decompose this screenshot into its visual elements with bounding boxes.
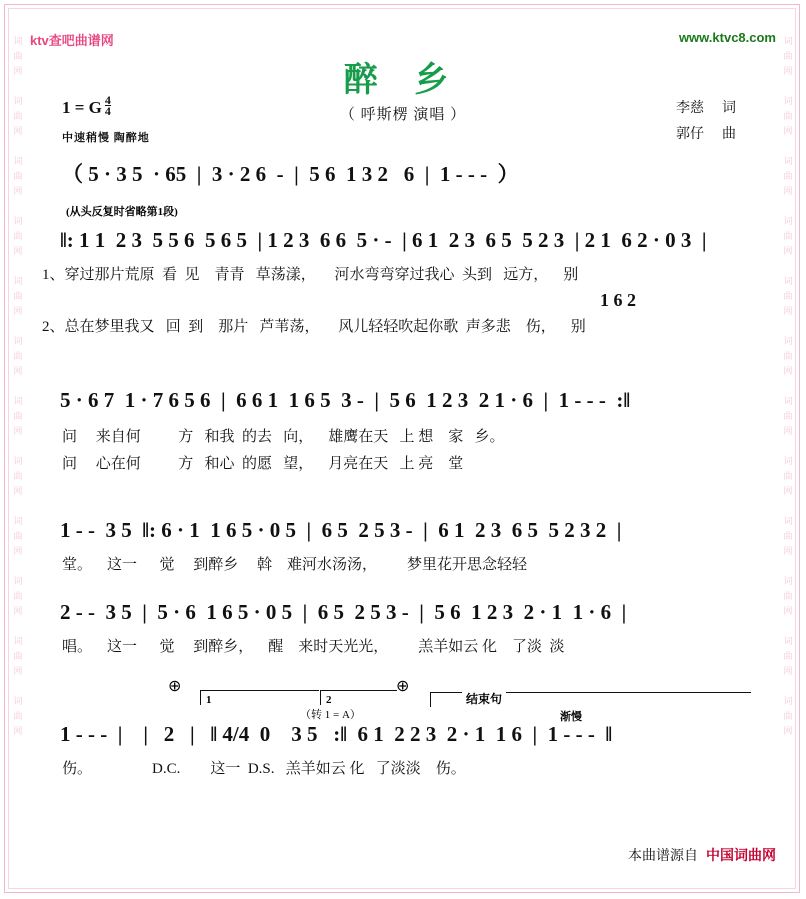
- song-title: 醉 乡: [343, 62, 463, 99]
- system-4-notes: 2 - - 3 5 | 5 · 6 1 6 5 · 0 5 | 6 5 2 5 3 - | 5 6 1 2 3 2 · 1 1 · 6 |: [60, 600, 627, 624]
- watermark-right: 词 曲 网 词 曲 网 词 曲 网 词 曲 网 词 曲 网 词 曲 网 词 曲 网 词 曲 网 词 曲 网 词 曲 网 词 曲 网 词 曲 网: [783, 36, 793, 736]
- system-1-lyric-verse2: 2、总在梦里我又 回 到 那片 芦苇荡， 风儿轻轻吹起你歌 声多悲 伤， 别: [42, 319, 586, 335]
- repeat-annotation-row: [0, 203, 806, 219]
- system-3-lyric: 堂。 这一 觉 到醉乡 斡 难河水汤汤， 梦里花开思念轻轻: [62, 557, 528, 573]
- system-2-lyric-verse2: 问 心在何 方 和心 的愿 望， 月亮在天 上 亮 堂: [62, 456, 464, 472]
- ending-1-number: 1: [206, 694, 212, 706]
- coda-sign-2: ⊕: [396, 678, 410, 695]
- source-footer-text: 本曲谱源自: [628, 849, 698, 864]
- composer-line: [676, 122, 736, 148]
- lyricist-line: [676, 96, 736, 122]
- meter-denominator: 4: [104, 104, 111, 118]
- source-footer-site: 中国词曲网: [706, 849, 776, 864]
- system-2: [0, 388, 806, 473]
- system-1: [0, 228, 806, 336]
- ending-1-bracket: [200, 690, 319, 705]
- system-5: [0, 672, 806, 778]
- lyricist-role: 词: [722, 101, 736, 116]
- system-2-notes: 5 · 6 7 1 · 7 6 5 6 | 6 6 1 1 6 5 3 - | 5 6 1 2 3 2 1 · 6 | 1 - - - :‖: [60, 388, 631, 412]
- watermark-left: 词 曲 网 词 曲 网 词 曲 网 词 曲 网 词 曲 网 词 曲 网 词 曲 网 词 曲 网 词 曲 网 词 曲 网 词 曲 网 词 曲 网: [13, 36, 23, 736]
- system-1-notes: ‖: 1 1 2 3 5 5 6 5 6 5 | 1 2 3 6 6 5 · - | 6 1 2 3 6 5 5 2 3 | 2 1 6 2 · 0 3 |: [60, 228, 707, 252]
- system-4-lyric: 唱。 这一 觉 到醉乡， 醒 来时天光光， 羔羊如云 化 了淡 淡: [62, 639, 565, 655]
- key-text: 1 = G: [62, 98, 102, 117]
- key-change-label: （转 1 = A）: [300, 709, 361, 721]
- rit-label: 渐慢: [560, 711, 582, 723]
- site-name-left: ktv查吧曲谱网: [30, 33, 114, 48]
- meter-numerator: 4: [104, 93, 111, 107]
- system-1-lyric-verse1: 1、穿过那片荒原 看 见 青青 草荡漾， 河水弯弯穿过我心 头到 远方， 别: [42, 267, 579, 283]
- intro-system: [0, 158, 806, 188]
- system-4: [0, 600, 806, 656]
- system-3-notes: 1 - - 3 5 ‖: 6 · 1 1 6 5 · 0 5 | 6 5 2 5 3 - | 6 1 2 3 6 5 5 2 3 2 |: [60, 518, 622, 542]
- system-1-extra-notes: 1 6 2: [600, 290, 636, 310]
- tempo-marking: 中速稍慢 陶醉地: [62, 132, 150, 144]
- system-5-notes: 1 - - - | | 2 | ‖ 4/4 0 3 5 :‖ 6 1 2 2 3 2 · 1 1 6 | 1 - - - ‖: [60, 722, 613, 746]
- site-url-right: www.ktvc8.com: [678, 30, 776, 45]
- singer-line: （ 呼斯楞 演唱 ）: [339, 107, 467, 123]
- tail-label: 结束句: [462, 690, 506, 707]
- credits: [676, 96, 736, 148]
- system-5-lyric: 伤。 D.C. 这一 D.S. 羔羊如云 化 了淡淡 伤。: [62, 761, 466, 777]
- intro-notes: （ 5 · 3 5 · 65 | 3 · 2 6 - | 5 6 1 3 2 6 | 1 - - - ）: [62, 162, 519, 186]
- system-3: [0, 518, 806, 574]
- key-signature: [62, 95, 111, 118]
- system-2-lyric-verse1: 问 来自何 方 和我 的去 向， 雄鹰在天 上 想 家 乡。: [62, 429, 505, 445]
- source-footer: [628, 845, 776, 865]
- composer-name: 郭仔: [676, 127, 704, 142]
- coda-sign-1: ⊕: [168, 678, 182, 695]
- lyricist-name: 李慈: [676, 101, 704, 116]
- composer-role: 曲: [722, 127, 736, 142]
- time-signature: [105, 95, 111, 116]
- ending-2-number: 2: [326, 694, 332, 706]
- repeat-annotation: (从头反复时省略第1段): [66, 206, 178, 218]
